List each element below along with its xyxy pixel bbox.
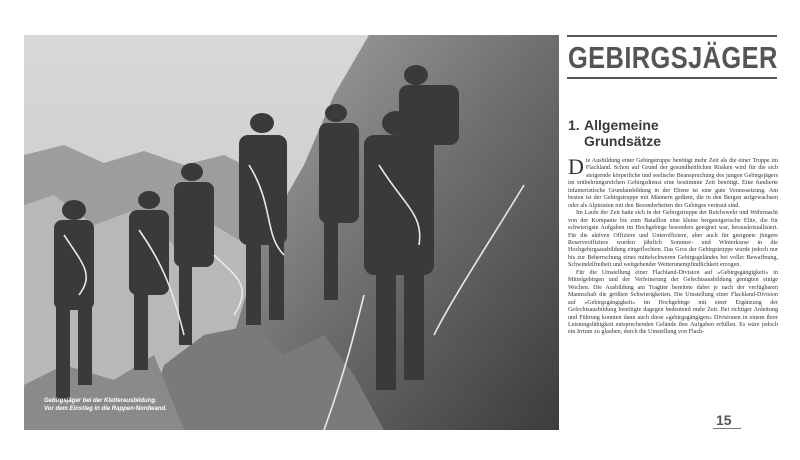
photo [24, 35, 559, 430]
body-text [568, 154, 778, 337]
section-title-line-1: Allgemeine [584, 117, 659, 133]
caption-line-2: Vor dem Einstieg in die Rappen-Nordwand. [44, 405, 167, 412]
page-number: 15 [716, 412, 732, 428]
paragraph-1 [568, 154, 778, 210]
photo-caption [44, 398, 194, 413]
paragraph-3: Für die Umstellung einer Flachland-Division auf »Gebirgsgängigkeit« in Mittelgebirgen und der Verfeinerung der Gefechtsausbildung genügten einige Wochen. Die Ausbildung am Tragtier bereitete dabei je nach der verfügbaren Mannschaft die größten Schwierigkeiten. Die Umstellung einer Flachland-Division auf »Gebirgsgängigkeit« im Hochgebirge mit einer Ergänzung der Gefechtsausbildung benötigte dagegen bedeutend mehr Zeit. Bei richtiger Anleitung und Führung konnten dann auch diese »gebirgsgängigen« Divisionen in einem ihrer Leistungsfähigkeit entsprechenden Gelände ihre Aufgaben erfüllen. Es wäre jedoch ein Irrtum zu glauben, durch die Umstellung von Flach- [568, 269, 778, 336]
drop-cap: D [568, 154, 584, 179]
chapter-title: GEBIRGSJÄGER [568, 40, 778, 75]
section-number: 1. [568, 117, 580, 133]
title-rule-bottom [567, 77, 777, 79]
paragraph-2: Im Laufe der Zeit hatte sich in der Gebirgstruppe der Reichswehr und Wehrmacht von der Kompanie bis zum Bataillon eine kleine bergsteigerische Elite, die für schwierigste Aufgaben im Hochgebirge besonders geeignet war, herauskristallisiert. Für die aktiven Offiziere und Unteroffiziere, aber auch für geeignete jüngere Reserveoffiziere wurden jährlich Sommer- und Winterkurse in die Hochgebirgsausbildung eingeflochten. Das Gros der Gebirgstruppe wurde jedoch nur bis zur Beherrschung eines mittelschweren Gebirgsgeländes bei voller Bewaffnung, Schwindelfreiheit und weitgehender Wetterunempfindlichkeit erzogen. [568, 210, 778, 269]
caption-line-1: Gebirgsjäger bei der Kletterausbildung. [44, 398, 157, 404]
title-rule-top [567, 35, 777, 37]
paragraph-1-text: ie Ausbildung einer Gebirgstruppe benötigt mehr Zeit als die einer Truppe im Flachland. Schon auf Grund der gesundheitlichen Risiken wird für die sich steigernde körperliche und seelische Beanspruchung des jungen Gebirgsjägers im entbehrungsreichen Gebirgsdienst eine bestimmte Zeit benötigt. Eine fundierte infanteristische Grundausbildung in der Ebene ist eine gute Voraussetzung. Am besten ist der Gebirgstruppe mit Männern gedient, die in den Bergen aufgewachsen oder als Alpinisten mit den Besonderheiten des Gebirges vertraut sind. [568, 158, 778, 209]
mountain-troops-photo [24, 35, 559, 430]
section-heading [568, 117, 661, 149]
page-number-rule [713, 428, 741, 429]
section-title-line-2: Grundsätze [584, 133, 662, 149]
